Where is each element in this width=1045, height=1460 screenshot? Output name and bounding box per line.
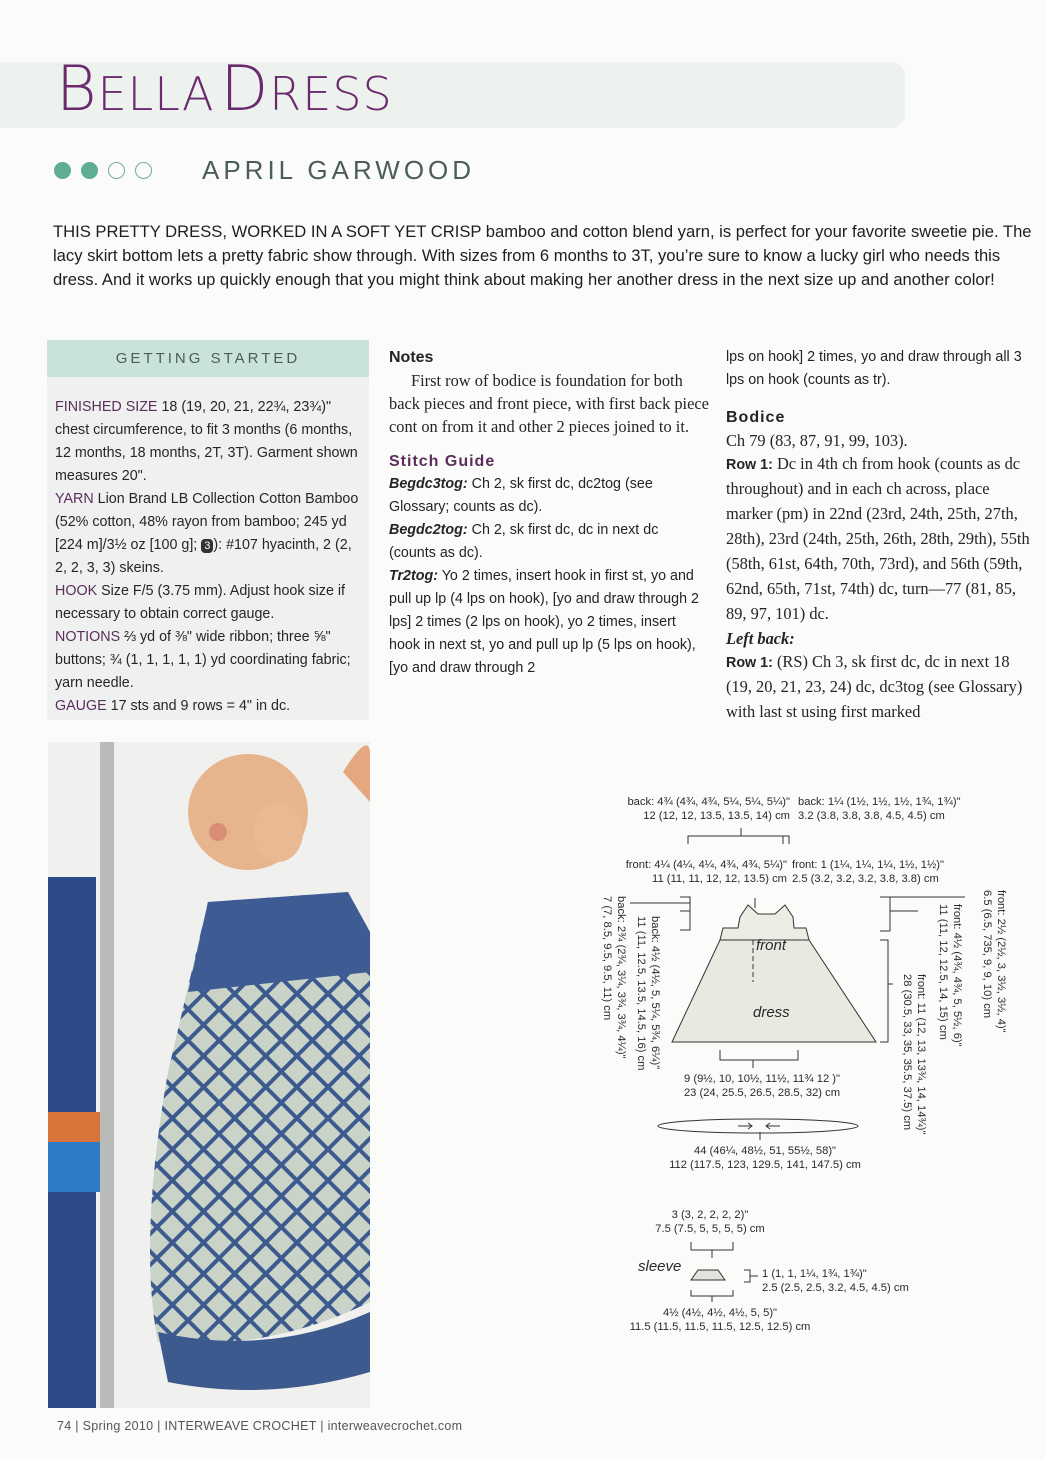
getting-started-heading: GETTING STARTED: [47, 340, 369, 377]
magazine-name: INTERWEAVE CROCHET: [164, 1419, 317, 1433]
sleeve-top-in: 3 (3, 2, 2, 2, 2)": [671, 1209, 749, 1221]
front-armhole-cm: 6.5 (6.5, 735, 9, 9, 10) cm: [981, 890, 993, 1019]
notes-heading: Notes: [389, 349, 434, 366]
sleeve-piece-label: sleeve: [638, 1258, 682, 1275]
back-armhole-in: back: 2¾ (2¾, 3¼, 3¾, 3¾, 4¼)": [615, 896, 627, 1059]
dress-schematic: [580, 780, 1040, 1350]
difficulty-dot-empty-icon: [108, 162, 125, 179]
gauge: [55, 695, 363, 718]
row-label: Row 1:: [726, 655, 773, 671]
stitch-item: [389, 519, 709, 565]
gauge-label: GAUGE: [55, 698, 107, 714]
intro-lead: THIS PRETTY DRESS, WORKED IN A SOFT YET CRISP: [53, 222, 482, 241]
page-title: [56, 52, 393, 125]
gauge-text: 17 sts and 9 rows = 4" in dc.: [106, 698, 291, 714]
front-neck-cm: 11 (11, 11, 12, 12, 13.5) cm: [652, 873, 787, 885]
stitch-term: Begdc2tog:: [389, 522, 468, 538]
yarn-text-a: Lion Brand LB Collection Cotton Bamboo (52% cotton, 48% rayon from bamboo; 245 yd [224 m]/3½ oz [100 g];: [55, 491, 359, 553]
chest-label: [677, 1072, 847, 1100]
finished-size: [55, 396, 363, 488]
chest-cm: 23 (24, 25.5, 26.5, 28.5, 32) cm: [683, 1087, 841, 1099]
back-strap-label: [798, 795, 961, 823]
left-back-row-1: [726, 650, 1036, 725]
back-bodice-label: [634, 916, 662, 1070]
sleeve-top-cm: 7.5 (7.5, 5, 5, 5, 5) cm: [655, 1223, 765, 1235]
back-armhole-cm: 7 (7, 8.5, 9.5, 9.5, 11) cm: [601, 896, 613, 1021]
back-neck-in: back: 4¾ (4¾, 4¾, 5¼, 5¼, 5¼)": [627, 796, 790, 808]
getting-started-box: [47, 340, 369, 720]
front-armhole-label: [980, 890, 1008, 1033]
front-strap-cm: 2.5 (3.2, 3.2, 3.2, 3.8, 3.8) cm: [792, 873, 939, 885]
notions-label: NOTIONS: [55, 629, 121, 645]
hook: [55, 580, 363, 626]
front-bodice-in: front: 4½ (4¾, 4¾, 5, 5½, 6)": [951, 904, 963, 1047]
separator: |: [75, 1419, 79, 1433]
page-footer: [57, 1419, 462, 1433]
title-word-1: ELLA: [97, 67, 215, 121]
title-initial-d: D: [220, 52, 270, 125]
front-piece-label: front: [756, 937, 787, 954]
magazine-url: interweavecrochet.com: [327, 1419, 463, 1433]
front-bodice-cm: 11 (11, 12, 12.5, 14, 15) cm: [937, 904, 949, 1040]
notions-text: ⅔ yd of ⅜" wide ribbon; three ⅝" buttons; ¾ (1, 1, 1, 1, 1) yd coordinating fabric; yarn needle.: [55, 629, 351, 691]
page-number: 74: [57, 1419, 72, 1433]
title-word-2: RESS: [269, 67, 393, 121]
difficulty-dot-empty-icon: [135, 162, 152, 179]
left-back-heading: Left back:: [726, 629, 795, 648]
stitch-guide-heading: Stitch Guide: [389, 453, 496, 470]
hem-in: 44 (46¼, 48½, 51, 55½, 58)": [693, 1145, 837, 1157]
sleeve-depth-in: 1 (1, 1, 1¼, 1¾, 1¾)": [762, 1268, 867, 1280]
front-strap-label: [792, 858, 944, 886]
back-strap-in: back: 1¼ (1½, 1½, 1½, 1¾, 1¾)": [798, 796, 961, 808]
bodice-row-1: [726, 452, 1036, 627]
stitch-term: Tr2tog:: [389, 568, 438, 584]
front-strap-in: front: 1 (1¼, 1¼, 1¼, 1½, 1½)": [792, 859, 944, 871]
yarn-weight-icon: 3: [201, 539, 213, 553]
sleeve-bottom-in: 4½ (4½, 4½, 4½, 5, 5)": [662, 1307, 778, 1319]
yarn-text-b: ): #107 hyacinth, 2 (2, 2, 2, 3, 3) skeins.: [55, 537, 352, 576]
front-skirt-label: [900, 974, 928, 1135]
chest-in: 9 (9½, 10, 10½, 11½, 11¾ 12 )": [684, 1073, 840, 1085]
difficulty-dot-filled-icon: [54, 162, 71, 179]
separator: |: [157, 1419, 161, 1433]
sleeve-bottom-cm: 11.5 (11.5, 11.5, 11.5, 12.5, 12.5) cm: [629, 1321, 811, 1333]
row-label: Row 1:: [726, 457, 773, 473]
hook-text: Size F/5 (3.75 mm). Adjust hook size if necessary to obtain correct gauge.: [55, 583, 346, 622]
byline: [54, 155, 475, 186]
stitch-term: Begdc3tog:: [389, 476, 468, 492]
front-armhole-in: front: 2½ (2½, 3, 3½, 3½, 4)": [995, 890, 1007, 1033]
stitch-item: [389, 565, 709, 680]
separator: |: [320, 1419, 324, 1433]
finished-size-text: 18 (19, 20, 21, 22¾, 23¾)" chest circumference, to fit 3 months (6 months, 12 months, 18 months, 2T, 3T). Garment shown measures 20".: [55, 399, 358, 484]
stitch-item: [389, 473, 709, 519]
stitch-text: Ch 2, sk first dc, dc in next dc (counts as dc).: [389, 522, 659, 561]
yarn-label: YARN: [55, 491, 94, 507]
hem-cm: 112 (117.5, 123, 129.5, 141, 147.5) cm: [669, 1159, 861, 1171]
intro-paragraph: [53, 220, 1038, 292]
stitch-guide-continued: lps on hook] 2 times, yo and draw through all 3 lps on hook (counts as tr).: [726, 349, 1022, 388]
yarn: [55, 488, 363, 580]
row-text: Dc in 4th ch from hook (counts as dc throughout) and in each ch across, place marker (pm) in 22nd (23rd, 24th, 25th, 27th, 28th), 23rd (24th, 25th, 26th, 28th, 29th), 55th (58th, 61st, 64th, 70th, 73rd), and 56th (59th, 62nd, 65th, 71st, 74th) dc, turn—77 (81, 85, 89, 97, 101) dc.: [726, 454, 1030, 623]
back-armhole-label: [600, 896, 628, 1059]
dress-piece-label: dress: [753, 1004, 790, 1021]
intro-text: bamboo and cotton blend yarn, is perfect for your favorite sweetie pie. The lacy skirt bottom lets a pretty fabric show through. With sizes from 6 months to 3T, you’re sure to know a lucky girl who needs this dress. And it works up quickly enough that you might think about making her another dress in the next size up and another color!: [53, 222, 1032, 289]
title-initial-b: B: [56, 52, 98, 125]
back-bodice-cm: 11 (11, 12.5, 13.5, 14.5, 16) cm: [635, 916, 647, 1071]
hook-label: HOOK: [55, 583, 98, 599]
front-bodice-label: [936, 904, 964, 1047]
sleeve-top-label: [650, 1208, 770, 1236]
back-bodice-in: back: 4½ (4½, 5, 5¼, 5¾, 6¼)": [649, 916, 661, 1070]
row-text: (RS) Ch 3, sk first dc, dc in next 18 (19, 20, 21, 23, 24) dc, dc3tog (see Glossary) with last st using first marked: [726, 652, 1023, 721]
hem-label: [665, 1144, 865, 1172]
sleeve-depth-label: [762, 1267, 909, 1295]
front-skirt-cm: 28 (30.5, 33, 35, 35.5, 37.5) cm: [901, 974, 913, 1131]
back-neck-label: [615, 795, 790, 823]
bodice-chain: Ch 79 (83, 87, 91, 99, 103).: [726, 431, 908, 450]
sleeve-bottom-label: [625, 1306, 815, 1334]
stitch-text: Ch 2, sk first dc, dc2tog (see Glossary; counts as dc).: [389, 476, 653, 515]
dress-photo: [48, 742, 370, 1408]
bodice-heading: Bodice: [726, 409, 786, 426]
front-neck-in: front: 4¼ (4¼, 4¼, 4¾, 4¾, 5¼)": [625, 859, 787, 871]
front-neck-label: [602, 858, 787, 886]
front-skirt-in: front: 11 (12, 13, 13¾, 14, 14¾)": [915, 974, 927, 1135]
stitch-text: Yo 2 times, insert hook in first st, yo and pull up lp (4 lps on hook), [yo and draw through 2 lps] 2 times (2 lps on hook), yo 2 times, insert hook in next st, yo and pull up lp (5 lps on hook), [yo and draw through 2: [389, 568, 699, 676]
notions: [55, 626, 363, 695]
column-notes: [389, 346, 709, 680]
finished-size-label: FINISHED SIZE: [55, 399, 158, 415]
author-name: APRIL GARWOOD: [202, 155, 476, 185]
notes-text: First row of bodice is foundation for both back pieces and front piece, with first back piece cont on from it and other 2 pieces joined to it.: [389, 371, 709, 436]
back-neck-cm: 12 (12, 12, 13.5, 13.5, 14) cm: [643, 810, 790, 822]
column-bodice: [726, 346, 1036, 725]
difficulty-dot-filled-icon: [81, 162, 98, 179]
back-strap-cm: 3.2 (3.8, 3.8, 3.8, 4.5, 4.5) cm: [798, 810, 945, 822]
sleeve-depth-cm: 2.5 (2.5, 2.5, 3.2, 4.5, 4.5) cm: [762, 1282, 909, 1294]
issue-label: Spring 2010: [82, 1419, 154, 1433]
